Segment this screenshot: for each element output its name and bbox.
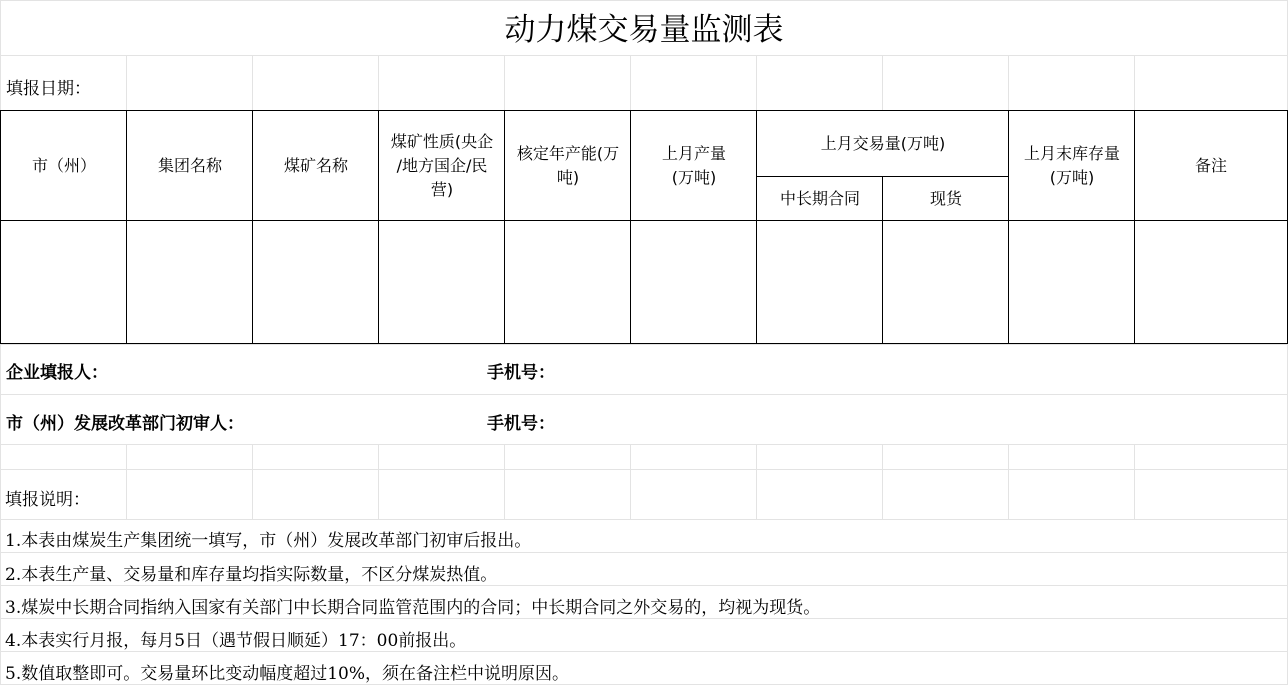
phone-field-2[interactable] [565,395,1265,443]
data-entry-cell[interactable] [379,221,504,343]
phone-field-1[interactable] [565,345,1265,393]
header-trade-long-term: 中长期合同 [779,189,860,208]
gridline-vertical [504,444,505,469]
gridline-vertical [252,444,253,469]
gridline-vertical [378,444,379,469]
instruction-item: 1.本表由煤炭生产集团统一填写，市（州）发展改革部门初审后报出。 [5,531,532,551]
enterprise-filler-label: 企业填报人： [6,363,108,383]
gridline-vertical [1134,444,1135,469]
gridline-vertical [504,469,505,519]
gridline-horizontal [0,651,1288,652]
header-last-month-stock: 上月末库存量 (万吨) [1023,144,1120,187]
header-trade-spot: 现货 [929,189,962,208]
data-entry-cell[interactable] [883,221,1008,343]
gridline-vertical [0,55,1,110]
gridline-vertical [882,469,883,519]
data-entry-cell[interactable] [127,221,252,343]
gridline-vertical [0,469,1,519]
data-entry-cell[interactable] [253,221,378,343]
gridline-horizontal [0,519,1288,520]
instruction-item: 3.煤炭中长期合同指纳入国家有关部门中长期合同监管范围内的合同；中长期合同之外交易的，均视为现货。 [5,598,821,618]
header-city: 市（州） [31,156,96,175]
gridline-horizontal [0,552,1288,553]
gridline-vertical [630,444,631,469]
gridline-horizontal [0,585,1288,586]
header-remarks: 备注 [1194,156,1227,175]
gridline-vertical [126,469,127,519]
gridline-vertical [756,469,757,519]
instructions-heading: 填报说明： [5,490,90,510]
gridline-vertical [756,444,757,469]
gridline-vertical [378,469,379,519]
instruction-item: 4.本表实行月报，每月5日（遇节假日顺延）17：00前报出。 [5,631,467,651]
header-last-month-trade: 上月交易量(万吨) [820,134,946,153]
gridline-horizontal [0,618,1288,619]
data-entry-cell[interactable] [505,221,630,343]
data-entry-cell[interactable] [1135,221,1287,343]
gridline-vertical [126,444,127,469]
data-entry-cell[interactable] [1,221,126,343]
gridline-vertical [252,469,253,519]
phone-label-1: 手机号： [487,363,555,383]
border-bottom [0,343,1288,344]
gridline-vertical [0,519,1,685]
city-reviewer-label: 市（州）发展改革部门初审人： [6,414,244,434]
data-entry-cell[interactable] [1009,221,1134,343]
header-last-month-output: 上月产量 (万吨) [661,144,726,187]
gridline-horizontal [0,444,1288,445]
header-group-name: 集团名称 [157,156,222,175]
instruction-item: 5.数值取整即可。交易量环比变动幅度超过10%，须在备注栏中说明原因。 [5,664,570,684]
gridline-vertical [882,444,883,469]
phone-label-2: 手机号： [487,414,555,434]
data-entry-cell[interactable] [757,221,882,343]
gridline-vertical [0,344,1,444]
data-entry-cell[interactable] [631,221,756,343]
page-title: 动力煤交易量监测表 [504,12,784,48]
gridline-vertical [0,444,1,469]
fill-date-field[interactable] [127,56,1287,110]
enterprise-filler-field[interactable] [127,345,477,393]
instruction-item: 2.本表生产量、交易量和库存量均指实际数量，不区分煤炭热值。 [5,565,498,585]
gridline-vertical [630,469,631,519]
gridline-vertical [1008,444,1009,469]
header-approved-capacity: 核定年产能(万 吨) [516,144,620,187]
header-mine-nature: 煤矿性质(央企 /地方国企/民 营) [390,132,494,199]
city-reviewer-field[interactable] [300,395,477,443]
gridline-horizontal [0,469,1288,470]
fill-date-label: 填报日期： [6,79,91,99]
gridline-vertical [1134,469,1135,519]
gridline-vertical [1008,469,1009,519]
header-mine-name: 煤矿名称 [283,156,348,175]
